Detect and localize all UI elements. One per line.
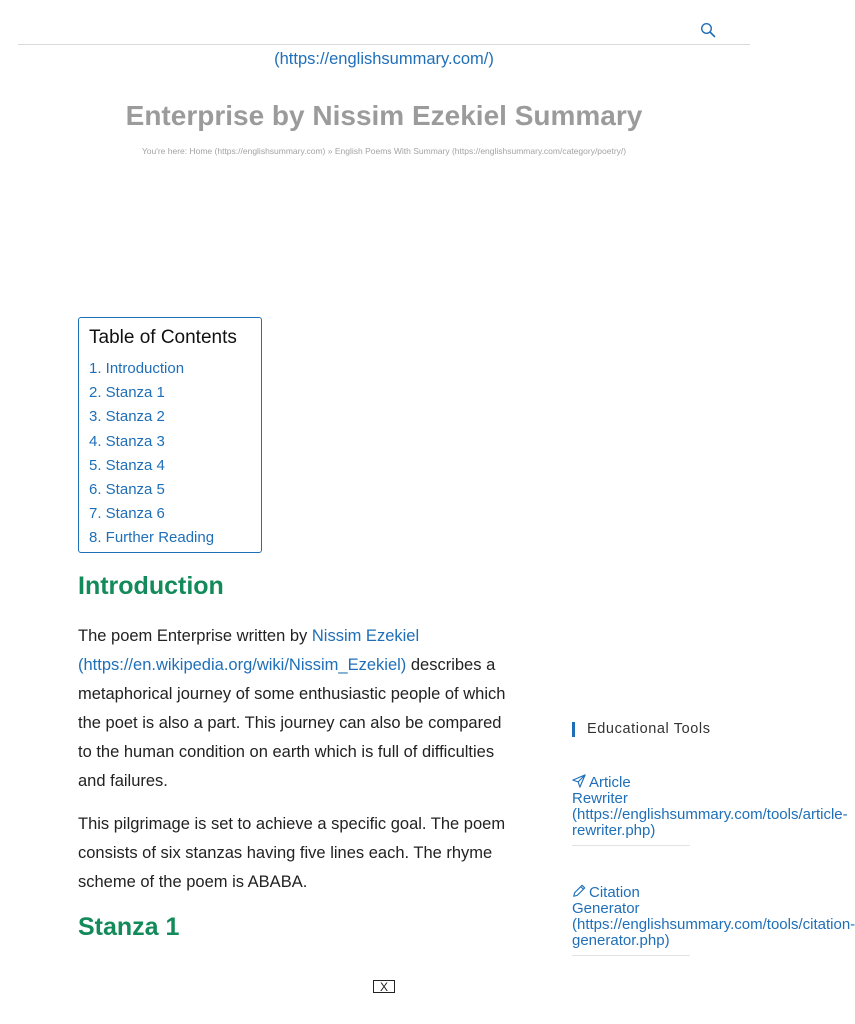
toc-item: [89, 405, 261, 429]
header-divider: [18, 44, 750, 45]
close-ad-button[interactable]: X: [373, 980, 395, 993]
search-icon[interactable]: [700, 22, 716, 38]
breadcrumb: [0, 146, 768, 156]
pencil-icon: [572, 884, 586, 898]
toc-title: Table of Contents: [89, 327, 237, 348]
toc-item: [89, 357, 261, 381]
toc-link-stanza-1[interactable]: 2. Stanza 1: [89, 384, 165, 402]
send-icon: [572, 774, 586, 788]
intro-paragraph-1: [78, 622, 508, 796]
page-title: Enterprise by Nissim Ezekiel Summary: [125, 100, 643, 131]
toc-item: [89, 454, 261, 478]
toc-item: [89, 430, 261, 454]
toc-link-introduction[interactable]: 1. Introduction: [89, 360, 185, 377]
intro-paragraph-2: This pilgrimage is set to achieve a specific goal. The poem consists of six stanzas having five lines each. The rhyme scheme of the poem is ABABA.: [78, 815, 506, 891]
toc-item: [89, 526, 261, 550]
breadcrumb-separator: »: [325, 146, 335, 156]
intro-text-start: The poem Enterprise written by: [78, 627, 312, 645]
toc-item: [89, 381, 261, 405]
toc-link-stanza-2[interactable]: 3. Stanza 2: [89, 408, 165, 426]
toc-list: [89, 357, 261, 551]
toc-item: [89, 502, 261, 526]
introduction-heading: Introduction: [78, 572, 224, 600]
toc-link-stanza-4[interactable]: 5. Stanza 4: [89, 456, 165, 474]
sidebar-heading: Educational Tools: [572, 722, 717, 737]
breadcrumb-home-link[interactable]: Home (https://englishsummary.com): [189, 146, 326, 156]
toc-link-stanza-6[interactable]: 7. Stanza 6: [89, 505, 165, 523]
table-of-contents: [78, 317, 262, 553]
citation-generator-label: Citation Generator (https://englishsummary.com/tools/citation-generator.php): [572, 884, 855, 949]
breadcrumb-category-link[interactable]: English Poems With Summary (https://englishsummary.com/category/poetry/): [334, 146, 627, 156]
intro-text-end: describes a metaphorical journey of some enthusiastic people of which the poet is also a part. This journey can also be compared to the human condition on earth which is full of difficulties and failures.: [78, 656, 506, 790]
article-rewriter-link[interactable]: [572, 774, 848, 846]
toc-link-stanza-3[interactable]: 4. Stanza 3: [89, 432, 165, 450]
toc-link-stanza-5[interactable]: 6. Stanza 5: [89, 481, 165, 499]
nissim-ezekiel-link[interactable]: Nissim Ezekiel (https://en.wikipedia.org/wiki/Nissim_Ezekiel): [78, 627, 420, 674]
toc-link-further-reading[interactable]: 8. Further Reading: [89, 529, 215, 547]
stanza-1-heading: Stanza 1: [78, 913, 180, 941]
breadcrumb-prefix: You're here:: [141, 146, 190, 156]
citation-generator-link[interactable]: [572, 884, 855, 956]
site-home-link[interactable]: (https://englishsummary.com/): [274, 50, 494, 68]
article-rewriter-label: Article Rewriter (https://englishsummary.com/tools/article-rewriter.php): [572, 774, 848, 839]
toc-item: [89, 478, 261, 502]
